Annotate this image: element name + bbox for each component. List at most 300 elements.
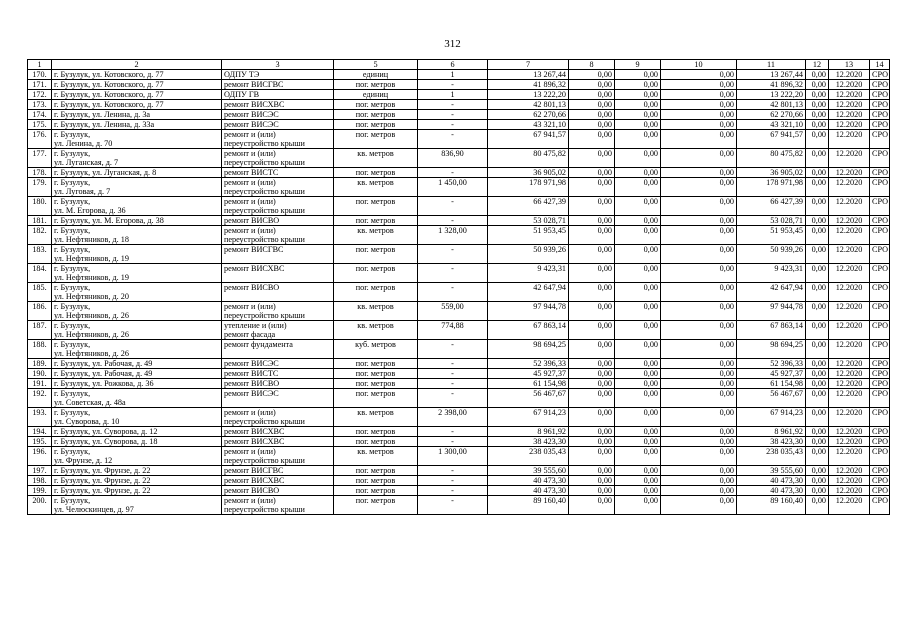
address-cell xyxy=(52,447,222,466)
work-type-cell xyxy=(222,476,334,486)
cost-col9-cell: 0,00 xyxy=(615,283,661,302)
cost-col9-cell: 0,00 xyxy=(615,302,661,321)
quantity-cell: - xyxy=(418,216,488,226)
cost-col10-cell: 0,00 xyxy=(661,100,737,110)
cost-col11-cell: 43 321,10 xyxy=(737,120,806,130)
cost-col12-cell: 0,00 xyxy=(806,359,829,369)
deadline-cell: 12.2020 xyxy=(829,70,870,80)
quantity-cell: - xyxy=(418,245,488,264)
cost-col9-cell: 0,00 xyxy=(615,110,661,120)
table-row xyxy=(28,389,890,408)
total-cost-cell: 178 971,98 xyxy=(488,178,569,197)
cost-col8-cell: 0,00 xyxy=(569,264,615,283)
cost-col11-cell: 38 423,30 xyxy=(737,437,806,447)
work-type-cell xyxy=(222,216,334,226)
total-cost-cell: 50 939,26 xyxy=(488,245,569,264)
column-number-header: 6 xyxy=(418,60,488,70)
cost-col10-cell: 0,00 xyxy=(661,447,737,466)
cost-col9-cell: 0,00 xyxy=(615,80,661,90)
cost-col10-cell: 0,00 xyxy=(661,168,737,178)
executor-cell: СРО xyxy=(870,321,890,340)
quantity-cell: 1 xyxy=(418,90,488,100)
row-number-cell: 179. xyxy=(28,178,52,197)
unit-cell: кв. метров xyxy=(334,447,418,466)
row-number-cell: 198. xyxy=(28,476,52,486)
work-type-line: переустройство крыши xyxy=(224,505,305,514)
cost-col11-cell: 53 028,71 xyxy=(737,216,806,226)
work-type-cell xyxy=(222,486,334,496)
cost-col12-cell: 0,00 xyxy=(806,90,829,100)
deadline-cell: 12.2020 xyxy=(829,321,870,340)
quantity-cell: - xyxy=(418,427,488,437)
work-type-line: ремонт ВИСТС xyxy=(224,369,279,378)
row-number-cell: 188. xyxy=(28,340,52,359)
cost-col10-cell: 0,00 xyxy=(661,216,737,226)
cost-col9-cell: 0,00 xyxy=(615,321,661,340)
executor-cell: СРО xyxy=(870,496,890,515)
row-number-cell: 195. xyxy=(28,437,52,447)
address-line: г. Бузулук, xyxy=(54,226,91,235)
unit-cell: пог. метров xyxy=(334,80,418,90)
cost-col8-cell: 0,00 xyxy=(569,283,615,302)
cost-col10-cell: 0,00 xyxy=(661,496,737,515)
cost-col12-cell: 0,00 xyxy=(806,369,829,379)
address-line: ул. Луговая, д. 7 xyxy=(54,187,111,196)
cost-col9-cell: 0,00 xyxy=(615,486,661,496)
address-line: г. Бузулук, xyxy=(54,496,91,505)
cost-col10-cell: 0,00 xyxy=(661,90,737,100)
work-type-line: ремонт ВИСЭС xyxy=(224,120,279,129)
work-type-cell xyxy=(222,80,334,90)
cost-col11-cell: 97 944,78 xyxy=(737,302,806,321)
address-cell xyxy=(52,321,222,340)
deadline-cell: 12.2020 xyxy=(829,100,870,110)
row-number-cell: 181. xyxy=(28,216,52,226)
work-type-line: ремонт ВИСВО xyxy=(224,283,280,292)
cost-col8-cell: 0,00 xyxy=(569,110,615,120)
work-type-cell xyxy=(222,283,334,302)
address-line: г. Бузулук, xyxy=(54,197,91,206)
row-number-cell: 191. xyxy=(28,379,52,389)
column-number-header: 14 xyxy=(870,60,890,70)
total-cost-cell: 41 896,32 xyxy=(488,80,569,90)
column-number-header: 3 xyxy=(222,60,334,70)
deadline-cell: 12.2020 xyxy=(829,149,870,168)
work-type-cell xyxy=(222,245,334,264)
total-cost-cell: 97 944,78 xyxy=(488,302,569,321)
cost-col11-cell: 238 035,43 xyxy=(737,447,806,466)
work-type-cell xyxy=(222,466,334,476)
cost-col11-cell: 67 863,14 xyxy=(737,321,806,340)
work-type-line: ремонт и (или) xyxy=(224,302,276,311)
total-cost-cell: 51 953,45 xyxy=(488,226,569,245)
cost-col9-cell: 0,00 xyxy=(615,178,661,197)
work-type-line: переустройство крыши xyxy=(224,187,305,196)
work-type-line: ремонт ВИСХВС xyxy=(224,427,285,436)
cost-col9-cell: 0,00 xyxy=(615,389,661,408)
row-number-cell: 190. xyxy=(28,369,52,379)
cost-col11-cell: 50 939,26 xyxy=(737,245,806,264)
total-cost-cell: 56 467,67 xyxy=(488,389,569,408)
unit-cell: пог. метров xyxy=(334,264,418,283)
executor-cell: СРО xyxy=(870,264,890,283)
executor-cell: СРО xyxy=(870,476,890,486)
address-line: ул. Фрунзе, д. 12 xyxy=(54,456,113,465)
deadline-cell: 12.2020 xyxy=(829,447,870,466)
cost-col8-cell: 0,00 xyxy=(569,302,615,321)
deadline-cell: 12.2020 xyxy=(829,408,870,427)
quantity-cell: - xyxy=(418,389,488,408)
total-cost-cell: 43 321,10 xyxy=(488,120,569,130)
work-type-line: ремонт ВИСХВС xyxy=(224,437,285,446)
cost-col9-cell: 0,00 xyxy=(615,476,661,486)
address-line: г. Бузулук, ул. Ленина, д. 3а xyxy=(54,110,151,119)
address-cell xyxy=(52,476,222,486)
unit-cell: куб. метров xyxy=(334,340,418,359)
unit-cell: единиц xyxy=(334,90,418,100)
cost-col8-cell: 0,00 xyxy=(569,216,615,226)
cost-col8-cell: 0,00 xyxy=(569,340,615,359)
row-number-cell: 177. xyxy=(28,149,52,168)
deadline-cell: 12.2020 xyxy=(829,130,870,149)
row-number-cell: 182. xyxy=(28,226,52,245)
row-number-cell: 185. xyxy=(28,283,52,302)
unit-cell: кв. метров xyxy=(334,226,418,245)
cost-col12-cell: 0,00 xyxy=(806,197,829,216)
deadline-cell: 12.2020 xyxy=(829,486,870,496)
quantity-cell: 1 xyxy=(418,70,488,80)
work-type-line: переустройство крыши xyxy=(224,139,305,148)
quantity-cell: - xyxy=(418,486,488,496)
table-row xyxy=(28,264,890,283)
cost-col10-cell: 0,00 xyxy=(661,321,737,340)
deadline-cell: 12.2020 xyxy=(829,476,870,486)
address-line: г. Бузулук, ул. Фрунзе, д. 22 xyxy=(54,486,151,495)
deadline-cell: 12.2020 xyxy=(829,496,870,515)
unit-cell: пог. метров xyxy=(334,110,418,120)
cost-col9-cell: 0,00 xyxy=(615,359,661,369)
address-cell xyxy=(52,226,222,245)
table-row xyxy=(28,486,890,496)
address-cell xyxy=(52,264,222,283)
row-number-cell: 192. xyxy=(28,389,52,408)
cost-col8-cell: 0,00 xyxy=(569,168,615,178)
cost-col11-cell: 13 222,20 xyxy=(737,90,806,100)
cost-col11-cell: 13 267,44 xyxy=(737,70,806,80)
executor-cell: СРО xyxy=(870,486,890,496)
work-type-cell xyxy=(222,197,334,216)
address-line: г. Бузулук, xyxy=(54,389,91,398)
row-number-cell: 187. xyxy=(28,321,52,340)
address-line: г. Бузулук, ул. Фрунзе, д. 22 xyxy=(54,466,151,475)
executor-cell: СРО xyxy=(870,70,890,80)
cost-col9-cell: 0,00 xyxy=(615,466,661,476)
column-number-header: 10 xyxy=(661,60,737,70)
deadline-cell: 12.2020 xyxy=(829,110,870,120)
cost-col8-cell: 0,00 xyxy=(569,408,615,427)
cost-col9-cell: 0,00 xyxy=(615,427,661,437)
cost-col12-cell: 0,00 xyxy=(806,302,829,321)
work-type-line: ремонт ВИСХВС xyxy=(224,100,285,109)
work-type-line: переустройство крыши xyxy=(224,206,305,215)
cost-col11-cell: 41 896,32 xyxy=(737,80,806,90)
cost-col12-cell: 0,00 xyxy=(806,447,829,466)
deadline-cell: 12.2020 xyxy=(829,80,870,90)
deadline-cell: 12.2020 xyxy=(829,437,870,447)
work-type-line: ремонт и (или) xyxy=(224,178,276,187)
work-type-line: ремонт ВИСЭС xyxy=(224,359,279,368)
address-line: ул. Ленина, д. 70 xyxy=(54,139,113,148)
unit-cell: пог. метров xyxy=(334,359,418,369)
cost-col8-cell: 0,00 xyxy=(569,197,615,216)
work-type-line: ОДПУ ТЭ xyxy=(224,70,260,79)
cost-col12-cell: 0,00 xyxy=(806,178,829,197)
address-line: г. Бузулук, xyxy=(54,302,91,311)
cost-col9-cell: 0,00 xyxy=(615,90,661,100)
cost-col10-cell: 0,00 xyxy=(661,389,737,408)
unit-cell: пог. метров xyxy=(334,100,418,110)
work-type-line: переустройство крыши xyxy=(224,417,305,426)
cost-col9-cell: 0,00 xyxy=(615,226,661,245)
column-number-header: 7 xyxy=(488,60,569,70)
row-number-cell: 171. xyxy=(28,80,52,90)
cost-col8-cell: 0,00 xyxy=(569,369,615,379)
work-type-line: ремонт ВИСХВС xyxy=(224,476,285,485)
cost-col12-cell: 0,00 xyxy=(806,120,829,130)
quantity-cell: 1 300,00 xyxy=(418,447,488,466)
column-number-header: 5 xyxy=(334,60,418,70)
address-cell xyxy=(52,149,222,168)
cost-col8-cell: 0,00 xyxy=(569,70,615,80)
unit-cell: пог. метров xyxy=(334,437,418,447)
address-cell xyxy=(52,408,222,427)
address-cell xyxy=(52,389,222,408)
unit-cell: кв. метров xyxy=(334,408,418,427)
table-row xyxy=(28,302,890,321)
total-cost-cell: 9 423,31 xyxy=(488,264,569,283)
cost-col12-cell: 0,00 xyxy=(806,110,829,120)
address-cell xyxy=(52,466,222,476)
work-type-line: ремонт ВИСТС xyxy=(224,168,279,177)
cost-col8-cell: 0,00 xyxy=(569,130,615,149)
executor-cell: СРО xyxy=(870,80,890,90)
address-line: г. Бузулук, xyxy=(54,178,91,187)
table-row xyxy=(28,496,890,515)
cost-col9-cell: 0,00 xyxy=(615,447,661,466)
deadline-cell: 12.2020 xyxy=(829,283,870,302)
address-line: ул. Нефтяников, д. 19 xyxy=(54,273,129,282)
work-type-line: ремонт ВИСХВС xyxy=(224,264,285,273)
work-type-cell xyxy=(222,178,334,197)
cost-col10-cell: 0,00 xyxy=(661,70,737,80)
executor-cell: СРО xyxy=(870,100,890,110)
cost-col11-cell: 45 927,37 xyxy=(737,369,806,379)
cost-col10-cell: 0,00 xyxy=(661,80,737,90)
cost-col10-cell: 0,00 xyxy=(661,486,737,496)
cost-col10-cell: 0,00 xyxy=(661,466,737,476)
work-type-cell xyxy=(222,264,334,283)
table-row xyxy=(28,321,890,340)
total-cost-cell: 42 647,94 xyxy=(488,283,569,302)
cost-col12-cell: 0,00 xyxy=(806,226,829,245)
cost-col10-cell: 0,00 xyxy=(661,149,737,168)
address-line: г. Бузулук, xyxy=(54,340,91,349)
table-row xyxy=(28,427,890,437)
cost-col9-cell: 0,00 xyxy=(615,408,661,427)
row-number-cell: 170. xyxy=(28,70,52,80)
cost-col12-cell: 0,00 xyxy=(806,340,829,359)
total-cost-cell: 36 905,02 xyxy=(488,168,569,178)
row-number-cell: 194. xyxy=(28,427,52,437)
work-type-cell xyxy=(222,359,334,369)
deadline-cell: 12.2020 xyxy=(829,389,870,408)
cost-col10-cell: 0,00 xyxy=(661,178,737,197)
unit-cell: пог. метров xyxy=(334,168,418,178)
row-number-cell: 174. xyxy=(28,110,52,120)
cost-col12-cell: 0,00 xyxy=(806,283,829,302)
table-row xyxy=(28,447,890,466)
row-number-cell: 200. xyxy=(28,496,52,515)
row-number-cell: 178. xyxy=(28,168,52,178)
cost-col12-cell: 0,00 xyxy=(806,245,829,264)
work-type-line: ремонт и (или) xyxy=(224,496,276,505)
executor-cell: СРО xyxy=(870,408,890,427)
quantity-cell: 836,90 xyxy=(418,149,488,168)
capital-repair-table xyxy=(27,59,890,515)
cost-col9-cell: 0,00 xyxy=(615,120,661,130)
total-cost-cell: 80 475,82 xyxy=(488,149,569,168)
work-type-cell xyxy=(222,110,334,120)
unit-cell: кв. метров xyxy=(334,302,418,321)
table-row xyxy=(28,130,890,149)
quantity-cell: - xyxy=(418,369,488,379)
cost-col9-cell: 0,00 xyxy=(615,264,661,283)
work-type-cell xyxy=(222,168,334,178)
address-cell xyxy=(52,216,222,226)
total-cost-cell: 67 914,23 xyxy=(488,408,569,427)
total-cost-cell: 61 154,98 xyxy=(488,379,569,389)
table-row xyxy=(28,369,890,379)
deadline-cell: 12.2020 xyxy=(829,90,870,100)
address-line: г. Бузулук, ул. Котовского, д. 77 xyxy=(54,90,164,99)
cost-col9-cell: 0,00 xyxy=(615,216,661,226)
work-type-line: ремонт ВИСЭС xyxy=(224,389,279,398)
executor-cell: СРО xyxy=(870,120,890,130)
executor-cell: СРО xyxy=(870,389,890,408)
cost-col10-cell: 0,00 xyxy=(661,245,737,264)
cost-col8-cell: 0,00 xyxy=(569,379,615,389)
executor-cell: СРО xyxy=(870,302,890,321)
executor-cell: СРО xyxy=(870,245,890,264)
work-type-line: ремонт и (или) xyxy=(224,408,276,417)
quantity-cell: - xyxy=(418,80,488,90)
work-type-line: ремонт и (или) xyxy=(224,197,276,206)
executor-cell: СРО xyxy=(870,340,890,359)
cost-col8-cell: 0,00 xyxy=(569,437,615,447)
work-type-cell xyxy=(222,496,334,515)
cost-col8-cell: 0,00 xyxy=(569,226,615,245)
deadline-cell: 12.2020 xyxy=(829,226,870,245)
quantity-cell: - xyxy=(418,130,488,149)
cost-col10-cell: 0,00 xyxy=(661,408,737,427)
total-cost-cell: 238 035,43 xyxy=(488,447,569,466)
total-cost-cell: 66 427,39 xyxy=(488,197,569,216)
cost-col9-cell: 0,00 xyxy=(615,245,661,264)
address-line: ул. Советская, д. 48а xyxy=(54,398,126,407)
total-cost-cell: 67 863,14 xyxy=(488,321,569,340)
row-number-cell: 175. xyxy=(28,120,52,130)
table-body xyxy=(28,70,890,515)
address-cell xyxy=(52,197,222,216)
cost-col11-cell: 9 423,31 xyxy=(737,264,806,283)
executor-cell: СРО xyxy=(870,216,890,226)
work-type-cell xyxy=(222,340,334,359)
address-line: г. Бузулук, xyxy=(54,245,91,254)
work-type-line: ремонт ВИСГВС xyxy=(224,80,284,89)
table-row xyxy=(28,80,890,90)
address-line: г. Бузулук, ул. Рожкова, д. 36 xyxy=(54,379,154,388)
address-line: г. Бузулук, ул. Котовского, д. 77 xyxy=(54,80,164,89)
cost-col8-cell: 0,00 xyxy=(569,90,615,100)
cost-col12-cell: 0,00 xyxy=(806,379,829,389)
unit-cell: пог. метров xyxy=(334,369,418,379)
cost-col11-cell: 52 396,33 xyxy=(737,359,806,369)
cost-col11-cell: 89 160,40 xyxy=(737,496,806,515)
address-cell xyxy=(52,427,222,437)
total-cost-cell: 13 267,44 xyxy=(488,70,569,80)
cost-col11-cell: 39 555,60 xyxy=(737,466,806,476)
unit-cell: пог. метров xyxy=(334,476,418,486)
row-number-cell: 193. xyxy=(28,408,52,427)
address-line: г. Бузулук, ул. Рабочая, д. 49 xyxy=(54,369,153,378)
unit-cell: пог. метров xyxy=(334,216,418,226)
cost-col10-cell: 0,00 xyxy=(661,226,737,245)
cost-col8-cell: 0,00 xyxy=(569,359,615,369)
work-type-cell xyxy=(222,100,334,110)
cost-col11-cell: 42 647,94 xyxy=(737,283,806,302)
cost-col11-cell: 98 694,25 xyxy=(737,340,806,359)
executor-cell: СРО xyxy=(870,197,890,216)
executor-cell: СРО xyxy=(870,110,890,120)
cost-col11-cell: 56 467,67 xyxy=(737,389,806,408)
cost-col12-cell: 0,00 xyxy=(806,321,829,340)
quantity-cell: - xyxy=(418,496,488,515)
executor-cell: СРО xyxy=(870,149,890,168)
table-row xyxy=(28,197,890,216)
executor-cell: СРО xyxy=(870,359,890,369)
address-cell xyxy=(52,80,222,90)
cost-col10-cell: 0,00 xyxy=(661,379,737,389)
table-row xyxy=(28,245,890,264)
work-type-line: переустройство крыши xyxy=(224,235,305,244)
cost-col10-cell: 0,00 xyxy=(661,120,737,130)
work-type-cell xyxy=(222,437,334,447)
address-line: г. Бузулук, ул. Суворова, д. 18 xyxy=(54,437,158,446)
total-cost-cell: 45 927,37 xyxy=(488,369,569,379)
address-line: ул. Суворова, д. 10 xyxy=(54,417,120,426)
cost-col9-cell: 0,00 xyxy=(615,168,661,178)
cost-col8-cell: 0,00 xyxy=(569,120,615,130)
total-cost-cell: 62 270,66 xyxy=(488,110,569,120)
quantity-cell: - xyxy=(418,100,488,110)
cost-col12-cell: 0,00 xyxy=(806,427,829,437)
cost-col9-cell: 0,00 xyxy=(615,379,661,389)
cost-col10-cell: 0,00 xyxy=(661,359,737,369)
address-line: г. Бузулук, ул. Луганская, д. 8 xyxy=(54,168,157,177)
unit-cell: кв. метров xyxy=(334,149,418,168)
cost-col9-cell: 0,00 xyxy=(615,369,661,379)
address-cell xyxy=(52,486,222,496)
